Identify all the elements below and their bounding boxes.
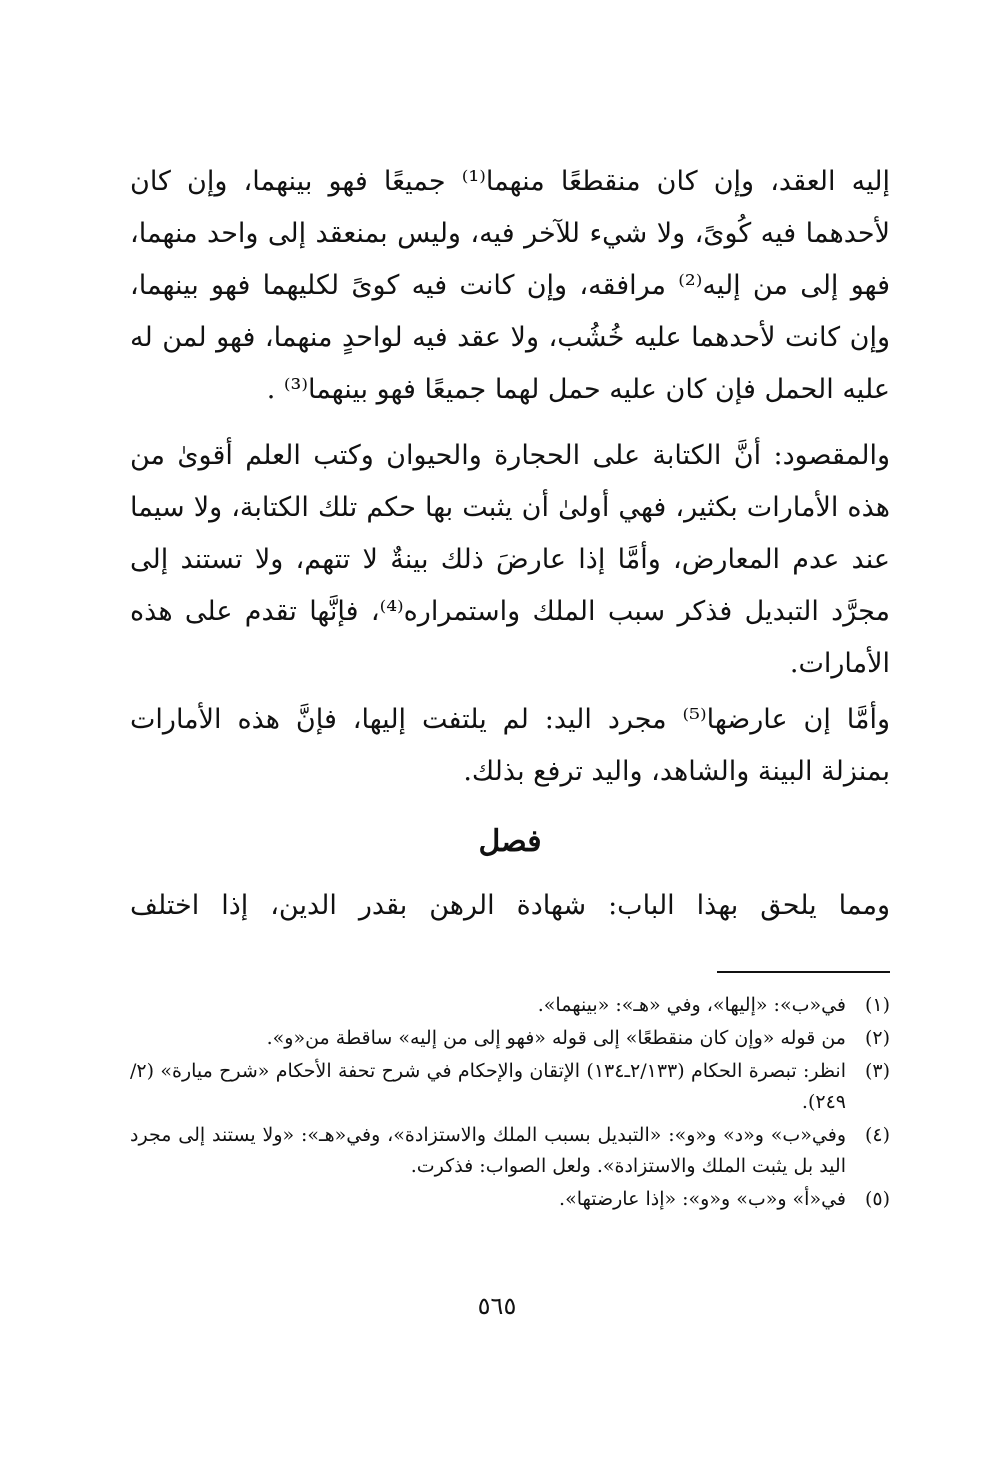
footnote-text: في«ب»: «إليها»، وفي «هـ»: «بينهما». bbox=[537, 994, 846, 1016]
footnote-text: انظر: تبصرة الحكام (٢/١٣٣ـ١٣٤) الإتقان والإحكام في شرح تحفة الأحكام «شرح ميارة» (٢/ ٢٤٩). bbox=[130, 1060, 846, 1113]
section-heading: فصل bbox=[478, 824, 542, 859]
page-number: ٥٦٥ bbox=[477, 1292, 517, 1320]
body-paragraph: إليه العقد، وإن كان منقطعًا منهما⁽¹⁾ جميعًا فهو بينهما، وإن كان لأحدهما فيه كُوىً، ولا شيء للآخر فيه، وليس بمنعقد إلى واحد منهما، فهو إلى من إليه⁽²⁾ مرافقه، وإن كانت فيه كوىً لكليهما فهو بينهما، وإن كانت لأحدهما عليه خُشُب، ولا عقد فيه لواحدٍ منهما، فهو لمن له عليه الحمل فإن كان عليه حمل لهما جميعًا فهو بينهما⁽³⁾ . bbox=[130, 166, 890, 405]
footnote bbox=[130, 1056, 890, 1118]
body-paragraph: وأمَّا إن عارضها⁽⁵⁾ مجرد اليد: لم يلتفت إليها، فإنَّ هذه الأمارات بمنزلة البينة والشاهد، واليد ترفع بذلك. bbox=[130, 704, 890, 787]
footnote-number: (٢) bbox=[864, 1027, 890, 1049]
footnote-text: وفي«ب» و«د» و«و»: «التبديل بسبب الملك والاستزادة»، وفي«هـ»: «ولا يستند إلى مجرد اليد بل يثبت الملك والاستزادة». ولعل الصواب: فذكرت. bbox=[130, 1124, 846, 1177]
footnote bbox=[130, 990, 890, 1021]
footnote-number: (١) bbox=[864, 994, 890, 1016]
footnote-number: (٥) bbox=[864, 1188, 890, 1210]
footnote-number: (٣) bbox=[864, 1060, 890, 1082]
section-paragraph: ومما يلحق بهذا الباب: شهادة الرهن بقدر الدين، إذا اختلف bbox=[130, 890, 890, 921]
footnote bbox=[130, 1120, 890, 1182]
footnote-text: من قوله «وإن كان منقطعًا» إلى قوله «فهو إلى من إليه» ساقطة من«و». bbox=[266, 1027, 846, 1049]
footnotes-list bbox=[130, 990, 890, 1217]
footnote-number: (٤) bbox=[864, 1124, 890, 1146]
footnote-text: في«أ» و«ب» و«و»: «إذا عارضتها». bbox=[559, 1188, 846, 1210]
footnote bbox=[130, 1184, 890, 1215]
footnote bbox=[130, 1023, 890, 1054]
footnote-separator bbox=[717, 971, 890, 973]
body-paragraph: والمقصود: أنَّ الكتابة على الحجارة والحيوان وكتب العلم أقوىٰ من هذه الأمارات بكثير، فهي أولىٰ أن يثبت بها حكم تلك الكتابة، ولا سيما عند عدم المعارض، وأمَّا إذا عارضَ ذلك بينةٌ لا تتهم، ولا تستند إلى مجرَّد التبديل فذكر سبب الملك واستمراره⁽⁴⁾، فإنَّها تقدم على هذه الأمارات. bbox=[130, 440, 890, 679]
